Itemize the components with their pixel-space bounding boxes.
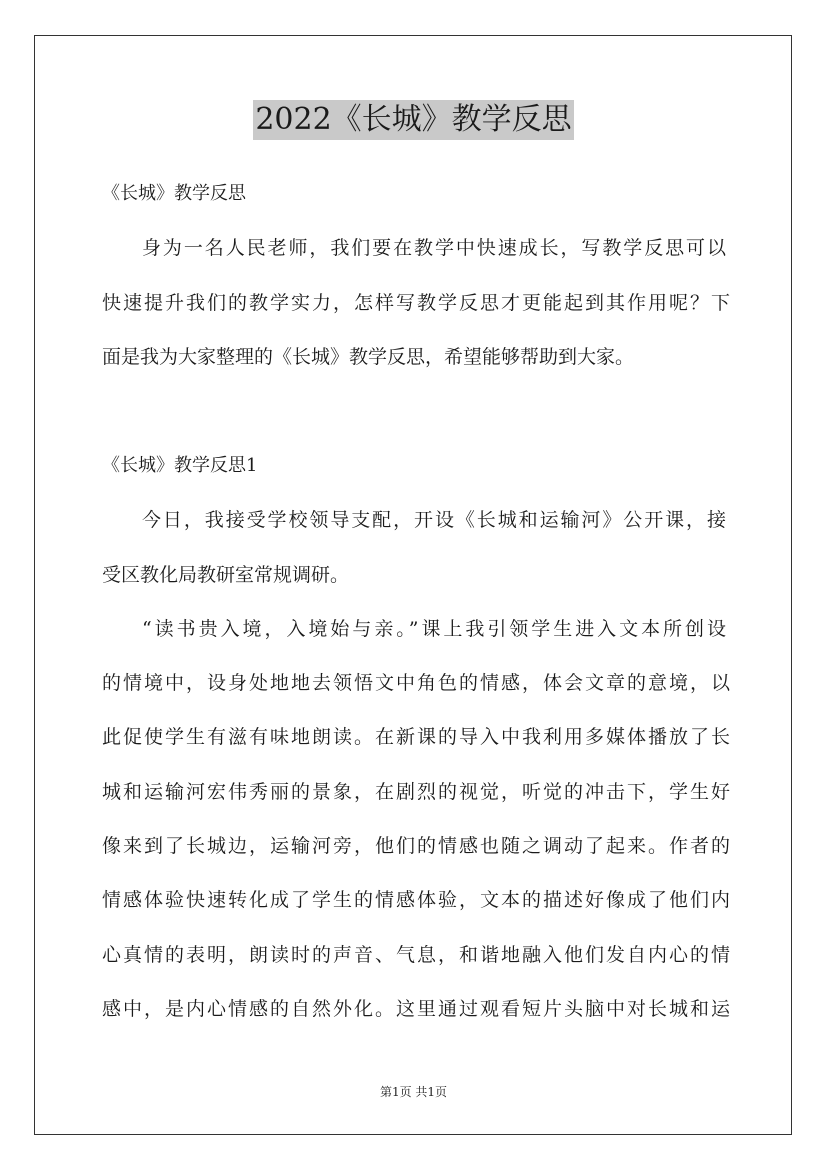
intro-line: 面是我为大家整理的《长城》教学反思，希望能够帮助到大家。 [102,346,635,368]
paragraph-line: 的情境中，设身处地地去领悟文中角色的情感，体会文章的意境，以 [102,672,730,694]
paragraph-line: 心真情的表明，朗读时的声音、气息，和谐地融入他们发自内心的情 [102,944,730,966]
section-heading: 《长城》教学反思1 [102,455,258,476]
paragraph-line: 情感体验快速转化成了学生的情感体验，文本的描述好像成了他们内 [102,889,730,911]
paragraph-line: “读书贵入境，入境始与亲。”课上我引领学生进入文本所创设 [142,618,726,640]
paragraph-line: 感中，是内心情感的自然外化。这里通过观看短片头脑中对长城和运 [102,998,730,1020]
intro-line: 身为一名人民老师，我们要在教学中快速成长，写教学反思可以 [142,237,726,259]
paragraph-line: 像来到了长城边，运输河旁，他们的情感也随之调动了起来。作者的 [102,835,730,857]
document-subtitle: 《长城》教学反思 [102,183,246,204]
paragraph-line: 城和运输河宏伟秀丽的景象，在剧烈的视觉，听觉的冲击下，学生好 [102,781,730,803]
paragraph-line: 受区教化局教研室常规调研。 [102,564,350,586]
paragraph-line: 此促使学生有滋有味地朗读。在新课的导入中我利用多媒体播放了长 [102,726,730,748]
page-footer: 第1页 共1页 [379,1085,448,1099]
paragraph-line: 今日，我接受学校领导支配，开设《长城和运输河》公开课，接 [142,509,726,531]
intro-line: 快速提升我们的教学实力，怎样写教学反思才更能起到其作用呢？下 [102,292,730,314]
title-area [0,100,827,140]
document-title: 2022《长城》教学反思 [253,100,573,140]
